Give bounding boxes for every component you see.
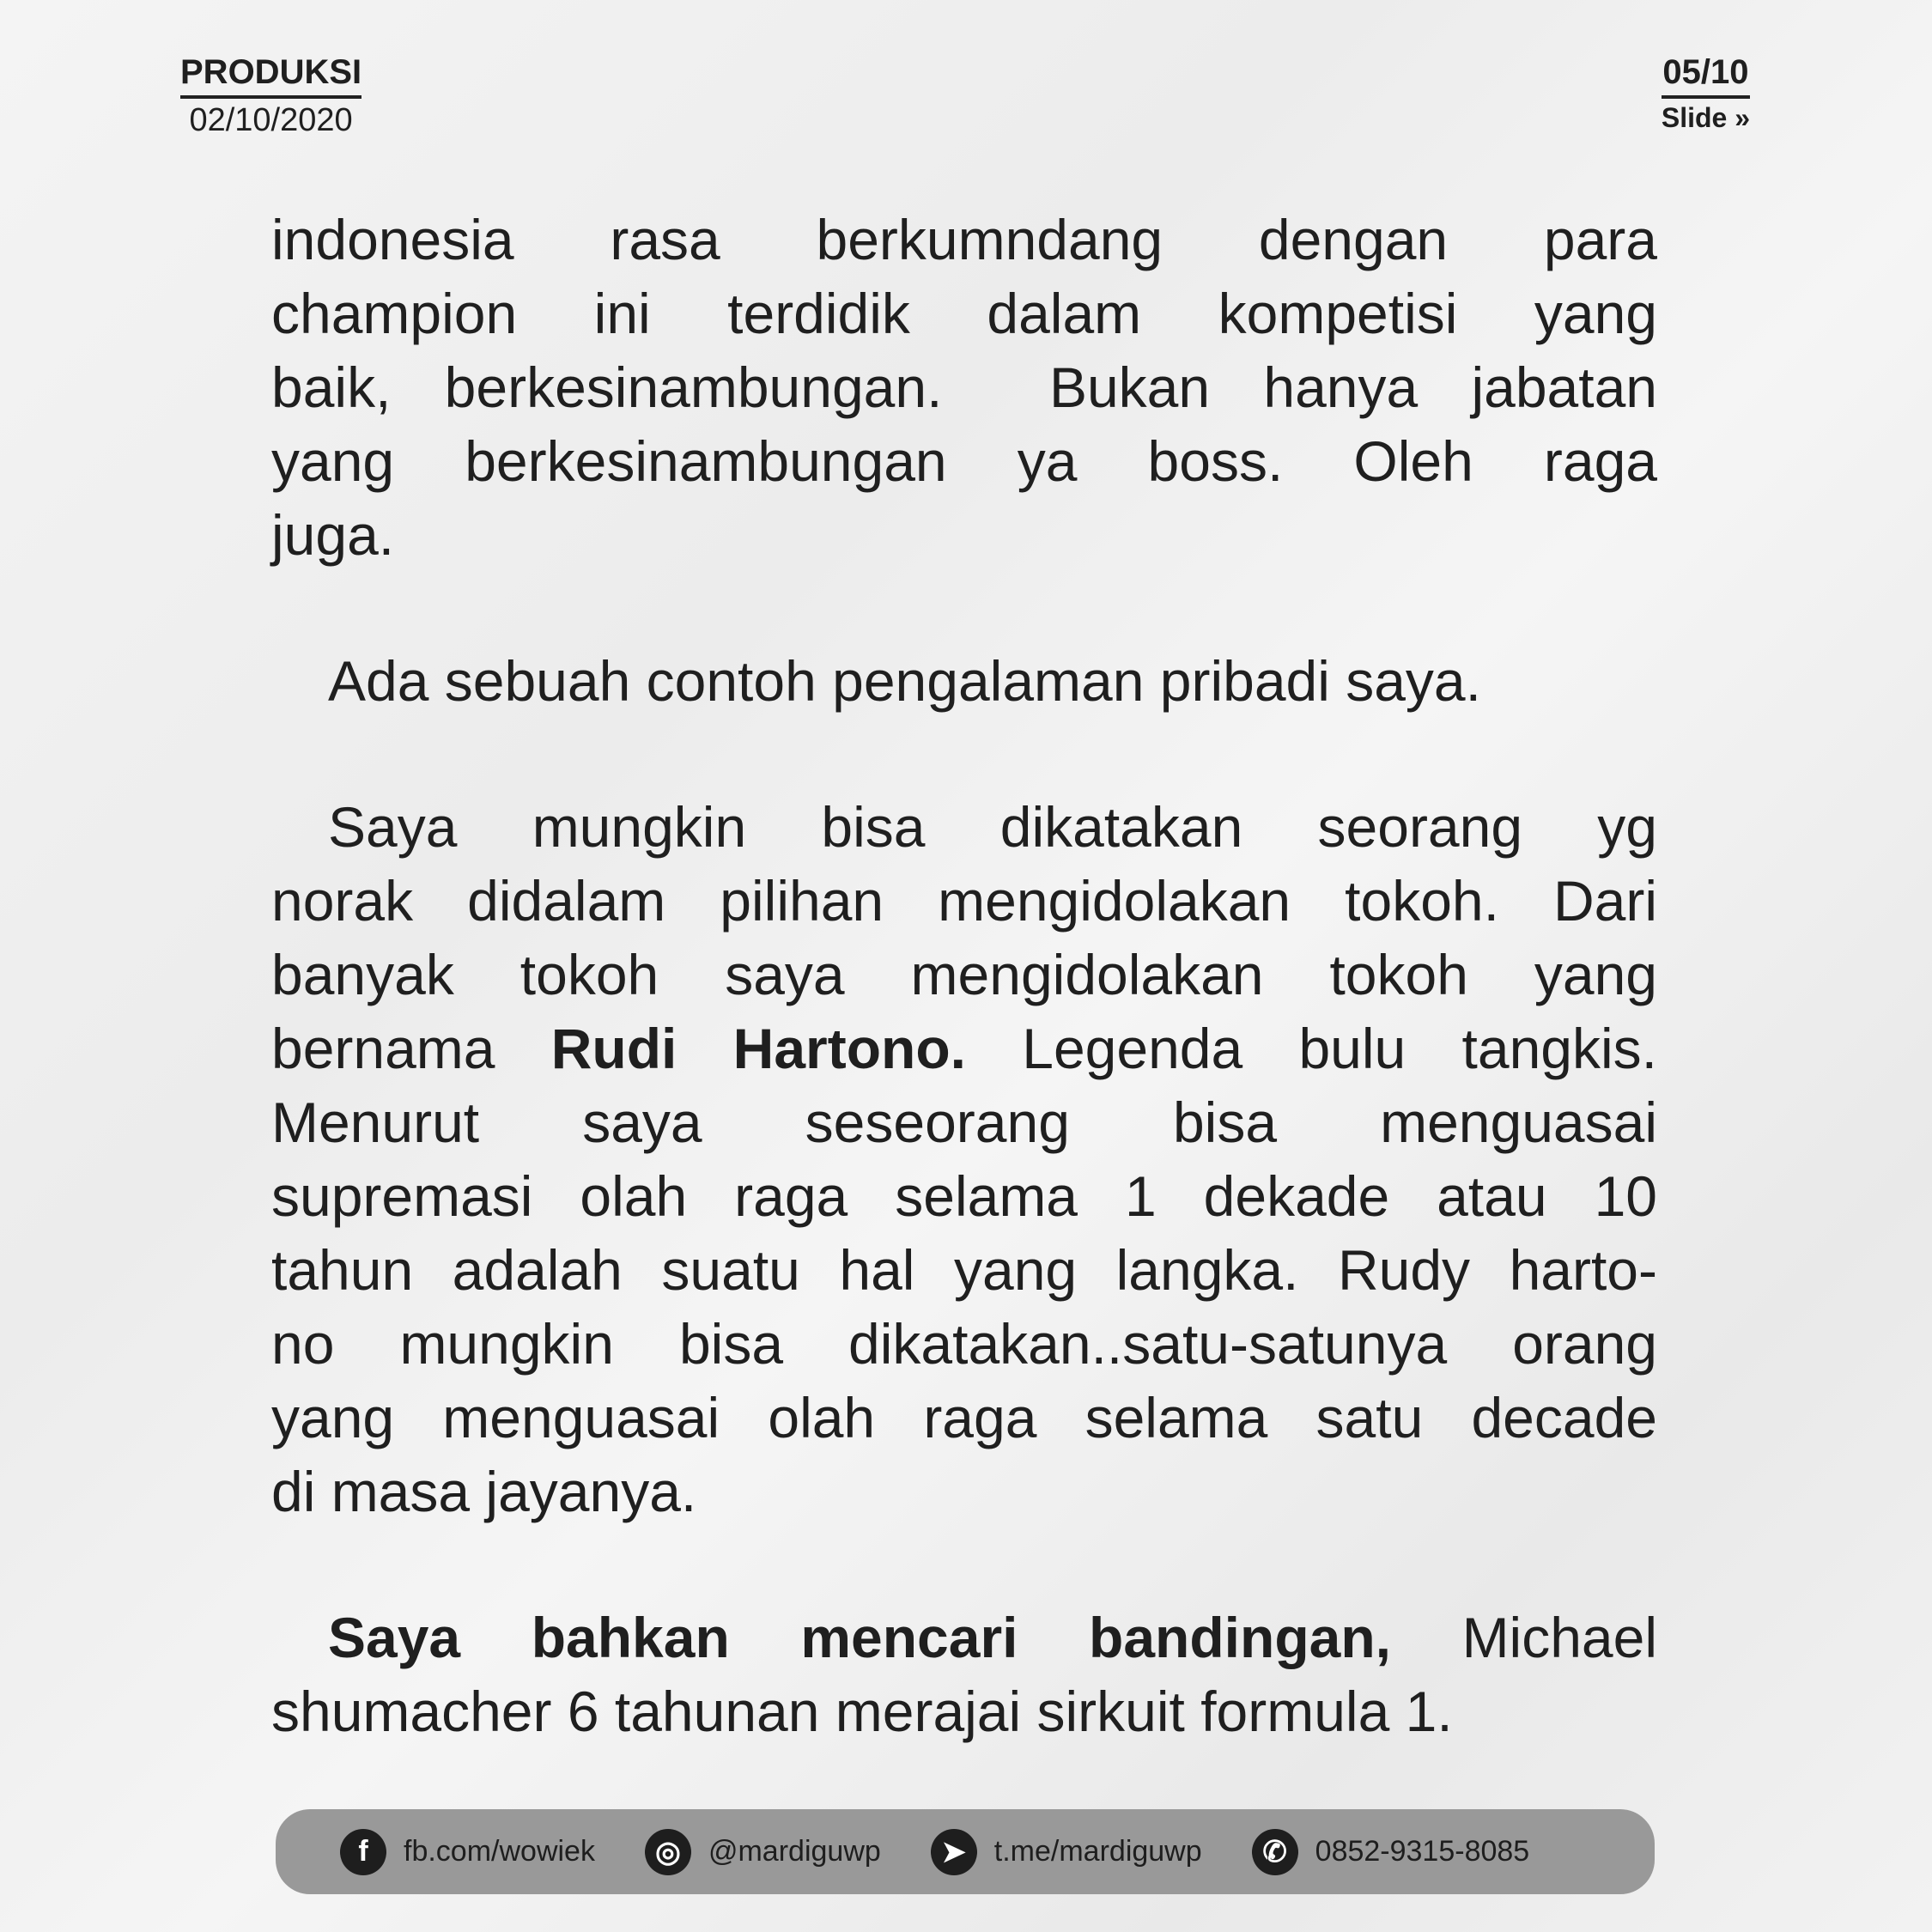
next-slide-button[interactable]: Slide »: [1661, 102, 1750, 133]
text-line: [271, 1601, 1657, 1674]
text-line: [271, 644, 1657, 718]
paragraph-gap: [271, 1528, 1657, 1601]
text-line: [271, 1233, 1657, 1307]
header-right: [1662, 53, 1750, 134]
bold-text: Saya bahkan mencari bandingan,: [328, 1606, 1392, 1669]
text-line: [271, 1085, 1657, 1159]
text-segment: champion ini terdidik dalam kompetisi yang: [271, 282, 1657, 345]
text-segment: Michael: [1391, 1606, 1657, 1669]
text-line: [271, 350, 1657, 424]
instagram-icon: ◎: [645, 1829, 691, 1875]
text-segment: Ada sebuah contoh pengalaman pribadi saya.: [328, 649, 1481, 713]
contact-label[interactable]: 0852-9315-8085: [1315, 1835, 1530, 1868]
header-left: [180, 53, 361, 139]
text-segment: yang menguasai olah raga selama satu decade: [271, 1386, 1657, 1449]
text-line: [271, 1381, 1657, 1455]
text-segment: shumacher 6 tahunan merajai sirkuit formula 1.: [271, 1680, 1453, 1743]
whatsapp-icon: ✆: [1252, 1829, 1298, 1875]
text-line: [271, 498, 1657, 572]
text-line: [271, 203, 1657, 276]
contact-bar: [276, 1809, 1655, 1894]
text-segment: juga.: [271, 503, 395, 567]
text-segment: banyak tokoh saya mengidolakan tokoh yang: [271, 943, 1657, 1006]
contact-item[interactable]: [340, 1829, 595, 1875]
date-label: 02/10/2020: [189, 102, 353, 138]
contact-label[interactable]: fb.com/wowiek: [404, 1835, 595, 1868]
text-segment: indonesia rasa berkumndang dengan para: [271, 208, 1657, 271]
text-segment: norak didalam pilihan mengidolakan tokoh. Dari: [271, 869, 1657, 933]
text-line: [271, 424, 1657, 498]
text-line: [271, 938, 1657, 1012]
text-line: [271, 1455, 1657, 1528]
text-line: [271, 790, 1657, 864]
text-line: [271, 276, 1657, 350]
contact-item[interactable]: [1252, 1829, 1530, 1875]
text-segment: Saya mungkin bisa dikatakan seorang yg: [328, 795, 1657, 859]
facebook-icon: f: [340, 1829, 386, 1875]
article-body: [271, 203, 1657, 1748]
text-line: [271, 1307, 1657, 1381]
text-segment: tahun adalah suatu hal yang langka. Rudy harto-: [271, 1238, 1657, 1302]
text-segment: di masa jayanya.: [271, 1460, 697, 1523]
text-line: [271, 1159, 1657, 1233]
text-segment: Menurut saya seseorang bisa menguasai: [271, 1091, 1657, 1154]
paragraph-gap: [271, 572, 1657, 644]
text-line: [271, 864, 1657, 938]
contact-item[interactable]: [645, 1829, 881, 1875]
telegram-icon: ➤: [931, 1829, 977, 1875]
category-label: PRODUKSI: [180, 53, 361, 99]
text-segment: yang berkesinambungan ya boss. Oleh raga: [271, 429, 1657, 493]
text-segment: baik, berkesinambungan. Bukan hanya jabatan: [271, 355, 1657, 419]
text-segment: bernama: [271, 1017, 551, 1080]
text-line: [271, 1674, 1657, 1748]
contact-label[interactable]: @mardiguwp: [708, 1835, 881, 1868]
text-segment: Legenda bulu tangkis.: [965, 1017, 1657, 1080]
contact-item[interactable]: [931, 1829, 1202, 1875]
text-segment: supremasi olah raga selama 1 dekade atau 10: [271, 1164, 1657, 1228]
text-line: [271, 1012, 1657, 1085]
page-number: 05/10: [1662, 53, 1750, 99]
text-segment: no mungkin bisa dikatakan..satu-satunya orang: [271, 1312, 1657, 1376]
paragraph-gap: [271, 718, 1657, 790]
bold-text: Rudi Hartono.: [550, 1017, 966, 1080]
contact-label[interactable]: t.me/mardiguwp: [993, 1835, 1202, 1868]
